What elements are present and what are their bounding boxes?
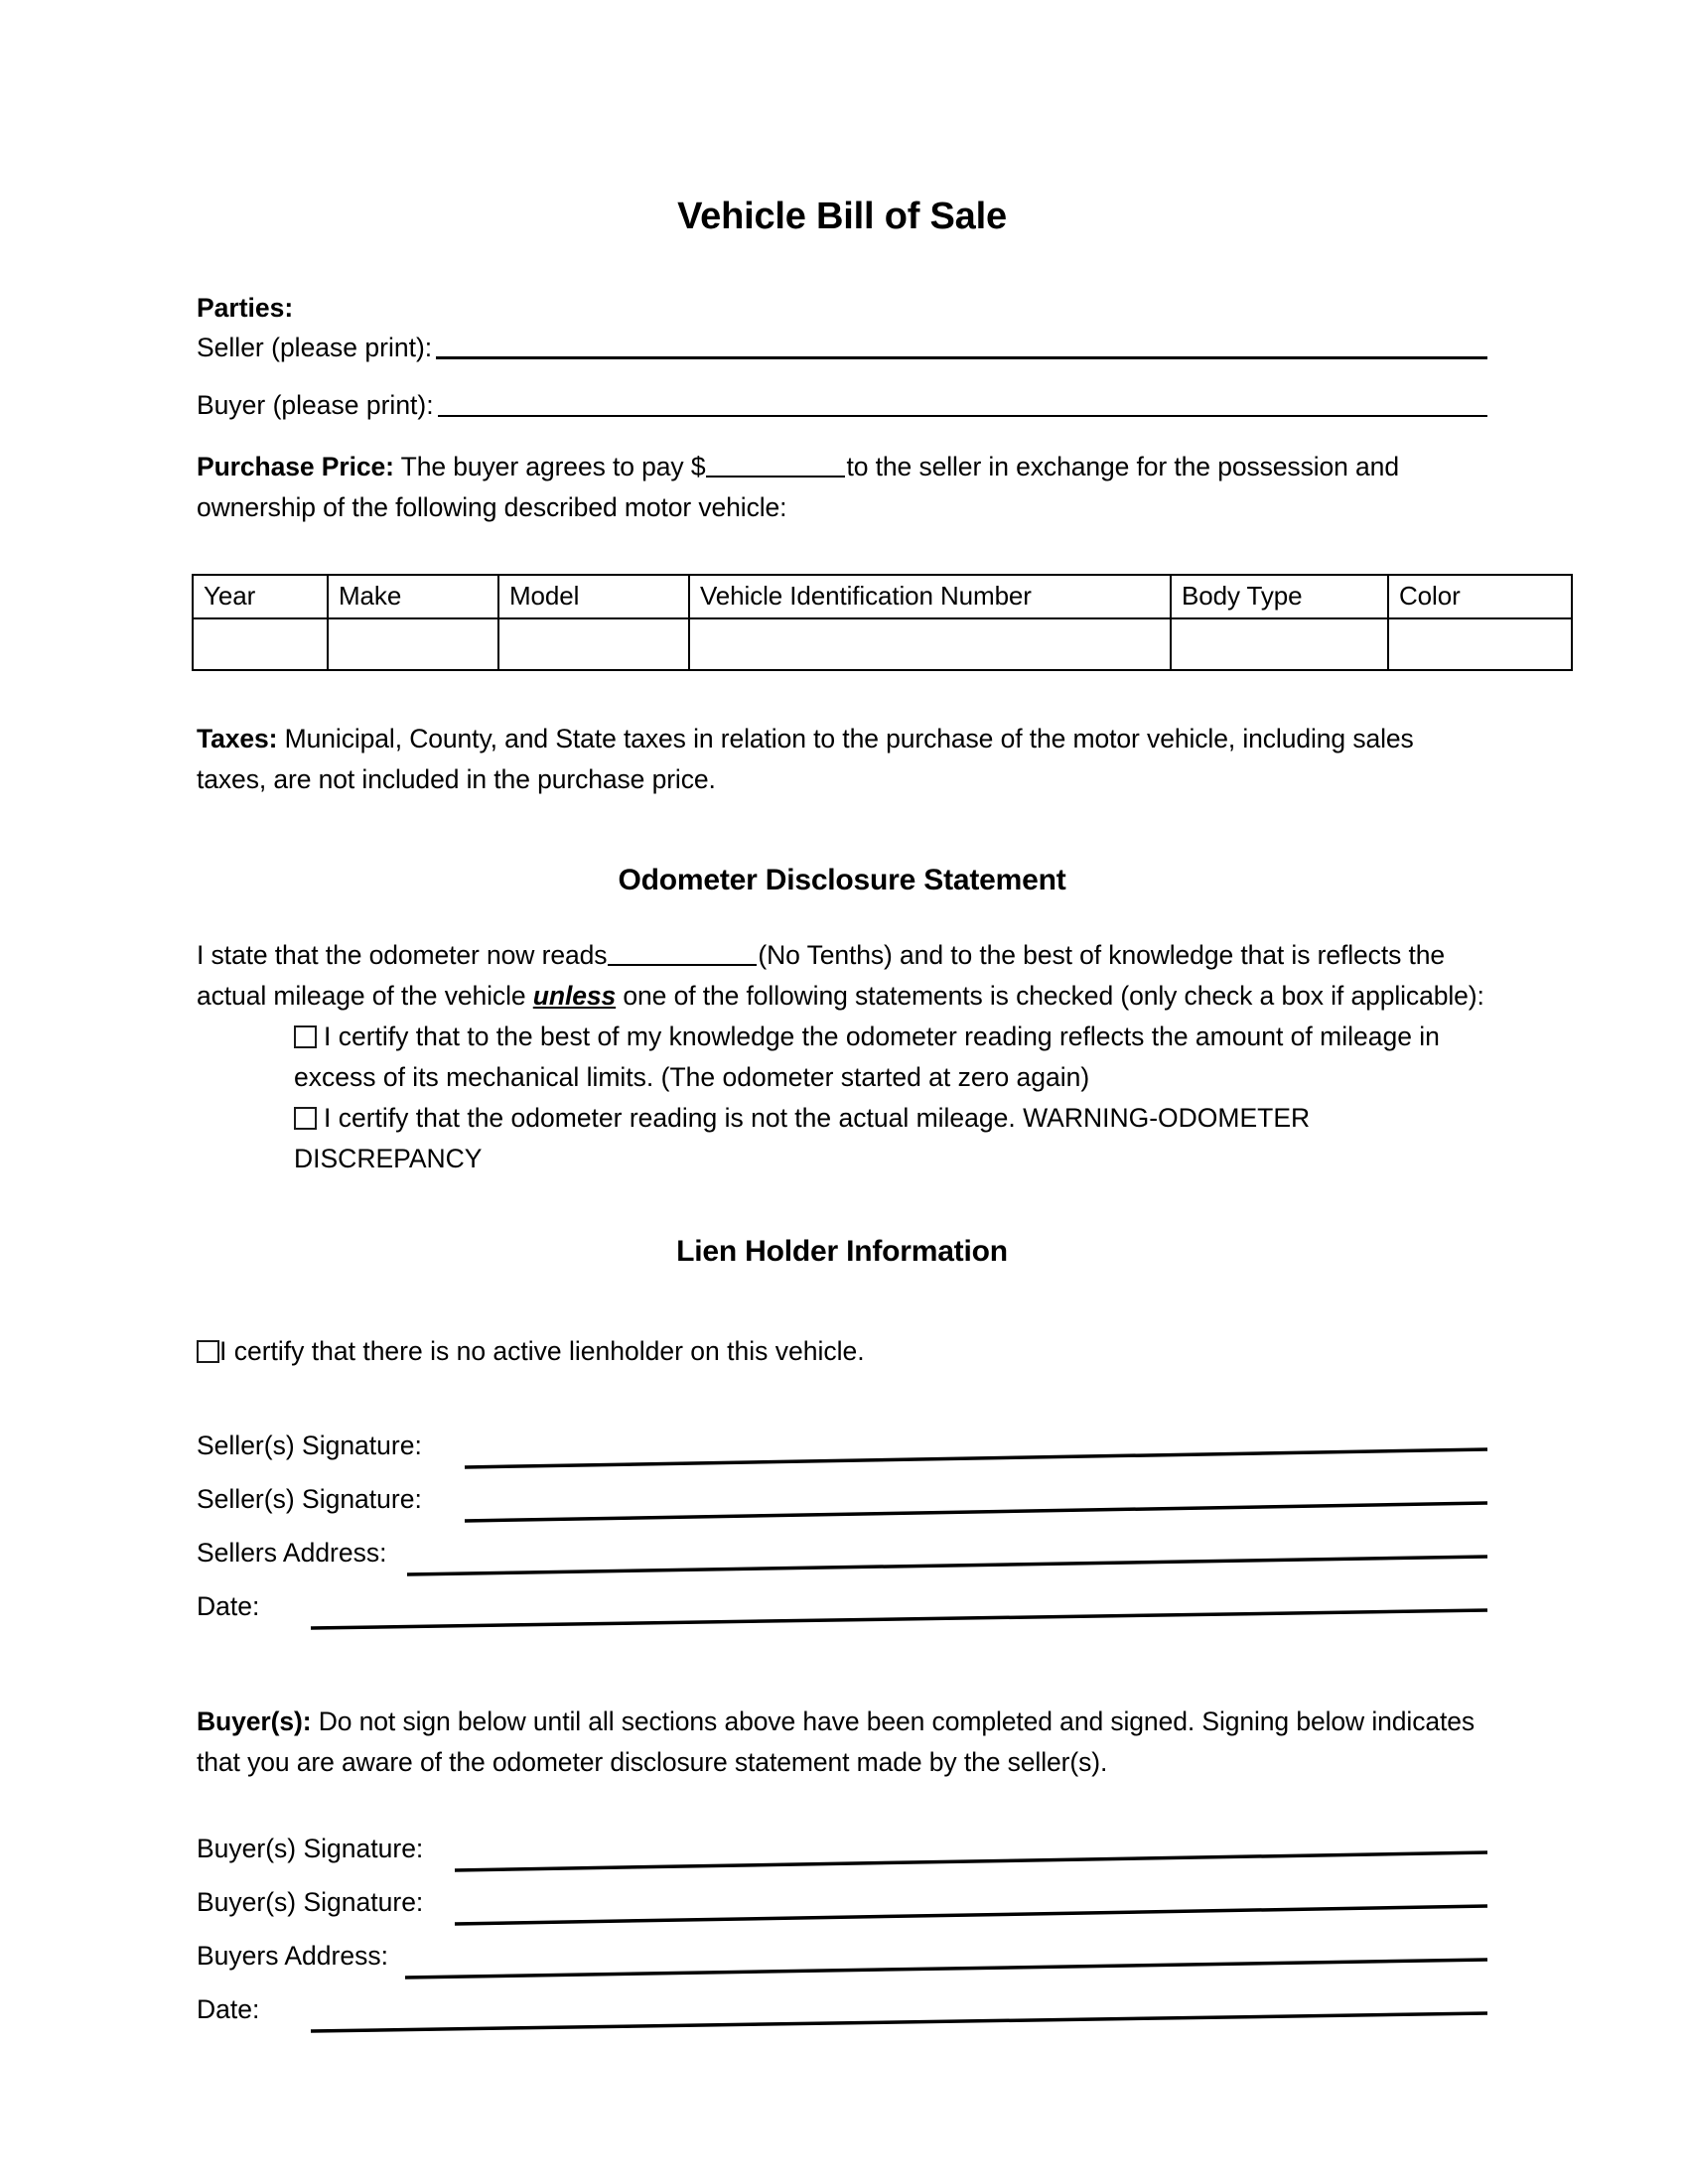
buyer-signature-block [197,1783,1487,2039]
buyer-address-label: Buyers Address: [197,1940,388,1971]
lien-section-heading: Lien Holder Information [676,1235,1008,1269]
cell-year[interactable] [193,618,328,670]
buyer-note-paragraph [197,1636,1487,1783]
purchase-price-label: Purchase Price: [197,451,394,481]
seller-signature-1-label: Seller(s) Signature: [197,1430,422,1460]
seller-signature-2-label: Seller(s) Signature: [197,1483,422,1514]
odometer-intro-part3: one of the following statements is checked (only check a box if applicable): [616,981,1484,1012]
purchase-price-text-after: to the seller in exchange for the possession and ownership of the following described motor vehicle: [197,451,1399,522]
odometer-checkbox-2-label: I certify that the odometer reading is not the actual mileage. WARNING-ODOMETER DISCREPANCY [294,1103,1311,1174]
vehicle-table-wrapper [197,528,1487,671]
buyer-signature-1-label: Buyer(s) Signature: [197,1833,424,1863]
odometer-intro-part2: (No Tenths) and to the best of knowledge that is reflects the actual mileage of the vehicle [197,940,1446,1012]
buyer-signature-1-line[interactable] [455,1848,1487,1874]
cell-model[interactable] [498,618,689,670]
seller-print-input-line[interactable] [436,356,1487,359]
buyer-date-row [197,1985,1487,2039]
buyer-note-label: Buyer(s): [197,1706,312,1736]
odometer-checkbox-list [197,1017,1487,1179]
column-header-vin: Vehicle Identification Number [689,575,1171,618]
cell-body-type[interactable] [1171,618,1388,670]
vehicle-description-table [192,574,1573,671]
lien-checkbox-label: I certify that there is no active lienholder on this vehicle. [219,1335,865,1366]
seller-signature-block [197,1372,1487,1636]
buyer-signature-2-line[interactable] [455,1902,1487,1928]
odometer-reading-blank[interactable] [608,938,757,967]
seller-address-label: Sellers Address: [197,1537,387,1568]
seller-date-label: Date: [197,1590,260,1621]
seller-signature-1-line[interactable] [465,1445,1487,1471]
taxes-text: Municipal, County, and State taxes in relation to the purchase of the motor vehicle, including sales taxes, are not included in the purchase price. [197,723,1414,794]
buyer-date-label: Date: [197,1993,260,2024]
seller-signature-2-row [197,1475,1487,1529]
purchase-price-text-before: The buyer agrees to pay $ [393,451,706,481]
seller-signature-1-row [197,1422,1487,1475]
seller-signature-2-line[interactable] [465,1499,1487,1525]
taxes-paragraph [197,671,1487,800]
buyer-signature-2-row [197,1878,1487,1932]
buyer-signature-1-row [197,1825,1487,1878]
column-header-model: Model [498,575,689,618]
odometer-checkbox-1-label: I certify that to the best of my knowledge the odometer reading reflects the amount of mileage in excess of its mechanical limits. (The odometer started at zero again) [294,1022,1440,1093]
taxes-label: Taxes: [197,723,278,753]
odometer-checkbox-item-2[interactable] [294,1098,1487,1179]
buyer-print-label: Buyer (please print): [197,389,434,420]
buyer-address-line[interactable] [405,1956,1487,1981]
column-header-color: Color [1388,575,1572,618]
cell-make[interactable] [328,618,498,670]
cell-vin[interactable] [689,618,1171,670]
buyer-signature-2-label: Buyer(s) Signature: [197,1886,424,1917]
checkbox-icon[interactable] [294,1025,317,1048]
odometer-intro-paragraph [197,897,1487,1017]
seller-print-row [197,330,1487,365]
buyer-address-row [197,1932,1487,1985]
column-header-year: Year [193,575,328,618]
column-header-make: Make [328,575,498,618]
seller-date-line[interactable] [311,1606,1487,1632]
odometer-unless-emphasis: unless [532,981,617,1012]
document-body [197,0,1487,2039]
seller-date-row [197,1582,1487,1636]
odometer-checkbox-item-1[interactable] [294,1017,1487,1098]
checkbox-icon[interactable] [294,1107,317,1130]
seller-print-label: Seller (please print): [197,332,433,362]
lien-checkbox-item[interactable] [197,1270,1487,1372]
buyer-print-input-line[interactable] [438,415,1487,417]
checkbox-icon[interactable] [197,1340,219,1363]
buyer-print-row [197,387,1487,423]
purchase-price-paragraph [197,423,1487,528]
cell-color[interactable] [1388,618,1572,670]
buyer-note-text: Do not sign below until all sections above have been completed and signed. Signing below indicates that you are aware of the odometer disclosure statement made by the seller(s). [197,1706,1476,1777]
page-title: Vehicle Bill of Sale [677,196,1007,237]
seller-address-line[interactable] [407,1553,1487,1578]
table-header-row [193,575,1572,618]
parties-heading: Parties: [197,292,294,323]
seller-address-row [197,1529,1487,1582]
buyer-date-line[interactable] [311,2009,1487,2035]
table-row [193,618,1572,670]
spacer [197,365,1487,383]
purchase-price-amount-blank[interactable] [706,449,845,478]
column-header-body-type: Body Type [1171,575,1388,618]
odometer-section-heading: Odometer Disclosure Statement [618,863,1066,896]
odometer-intro-part1: I state that the odometer now reads [197,940,608,971]
